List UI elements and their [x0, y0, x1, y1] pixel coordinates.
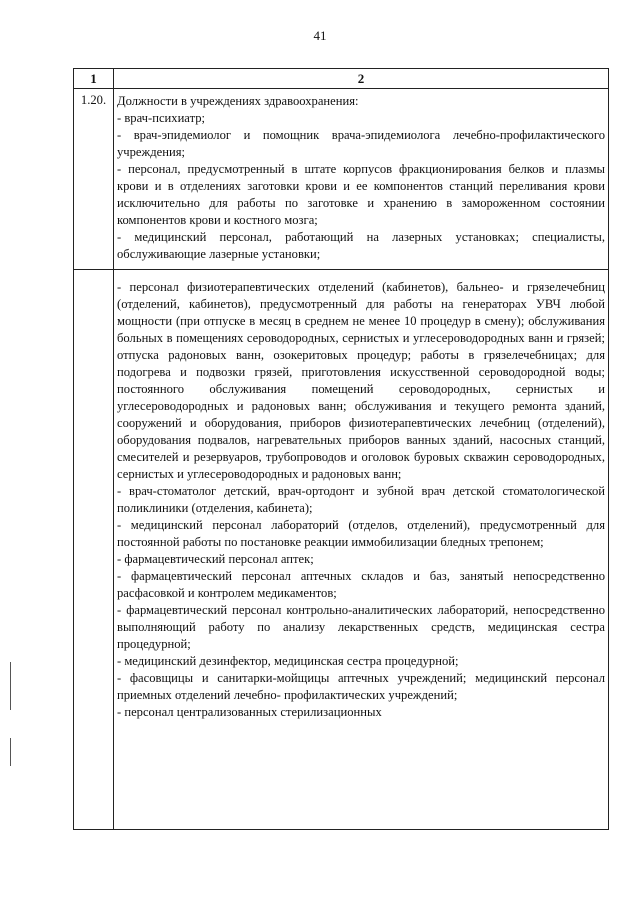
row1-line: Должности в учреждениях здравоохранения: [117, 94, 359, 108]
header-cell-col1: 1 [90, 71, 97, 86]
row2-line: - врач-стоматолог детский, врач-ортодонт и зубной врач детской стоматологической поликлиники (отделения, кабинета); [117, 484, 605, 515]
row1-line: - персонал, предусмотренный в штате корпусов фракционирования белков и плазмы крови и в отделениях заготовки крови и ее компонентов станций переливания крови исключительно для работы по заготовке и хранению в замороженном состоянии компонентов крови и костного мозга; [117, 162, 605, 227]
row-divider [74, 269, 608, 270]
header-cell-col2: 2 [357, 71, 365, 86]
row2-line: - фармацевтический персонал аптек; [117, 552, 314, 566]
page-number: 41 [313, 28, 327, 43]
row1-line: - врач-психиатр; [117, 111, 206, 125]
row2-line: - фармацевтический персонал контрольно-аналитических лабораторий, непосредственно выполняющий работу по анализу лекарственных средств, медицинская сестра процедурной; [117, 603, 605, 651]
row1-line: - врач-эпидемиолог и помощник врача-эпидемиолога лечебно-профилактического учреждения; [117, 128, 605, 159]
row2-line: - персонал физиотерапевтических отделений (кабинетов), бальнео- и грязелечебниц (отделений, кабинетов), предусмотренный для работы на генераторах УВЧ любой мощности (при отпуске в месяц в среднем не менее 10 процедур в смену); обслуживания больных в помещениях сероводородных, сернистых и углесероводородных ванн и грязей; отпуска радоновых ванн, озокеритовых процедур; работы в грязелечебницах; для подогрева и подвозки грязей, приготовления искусственной сероводородной воды; постоянного обслуживания помещений сероводородных, сернистых и углесероводородных и радоновых ванн; обслуживания и текущего ремонта зданий, сооружений и оборудования, приборов физиотерапевтических лечебниц (отделений), оборудования подвалов, нагревательных приборов ванных зданий, насосных станций, смесителей и резервуаров, трубопроводов и оголовок буровых скважин сероводородных, сернистых и углесероводородных и радоновых ванн; [117, 280, 605, 481]
document-table [73, 68, 609, 830]
row2-line: - персонал централизованных стерилизационных [117, 705, 382, 719]
row2-line: - медицинский персонал лабораторий (отделов, отделений), предусмотренный для постоянной работы по постановке реакции иммобилизации бледных трепонем; [117, 518, 605, 549]
margin-mark [10, 662, 11, 710]
margin-mark [10, 738, 11, 766]
table-header-row [74, 69, 608, 89]
table-row-2-text [117, 279, 605, 721]
column-divider [113, 69, 114, 829]
row2-line: - фасовщицы и санитарки-мойщицы аптечных учреждений; медицинский персонал приемных отделений лечебно- профилактических учреждений; [117, 671, 605, 702]
row1-line: - медицинский персонал, работающий на лазерных установках; специалисты, обслуживающие лазерные установки; [117, 230, 605, 261]
row-number: 1.20. [80, 93, 107, 107]
table-row-1-text [117, 93, 605, 263]
row2-line: - фармацевтический персонал аптечных складов и баз, занятый непосредственно расфасовкой и контролем медикаментов; [117, 569, 605, 600]
row2-line: - медицинский дезинфектор, медицинская сестра процедурной; [117, 654, 459, 668]
